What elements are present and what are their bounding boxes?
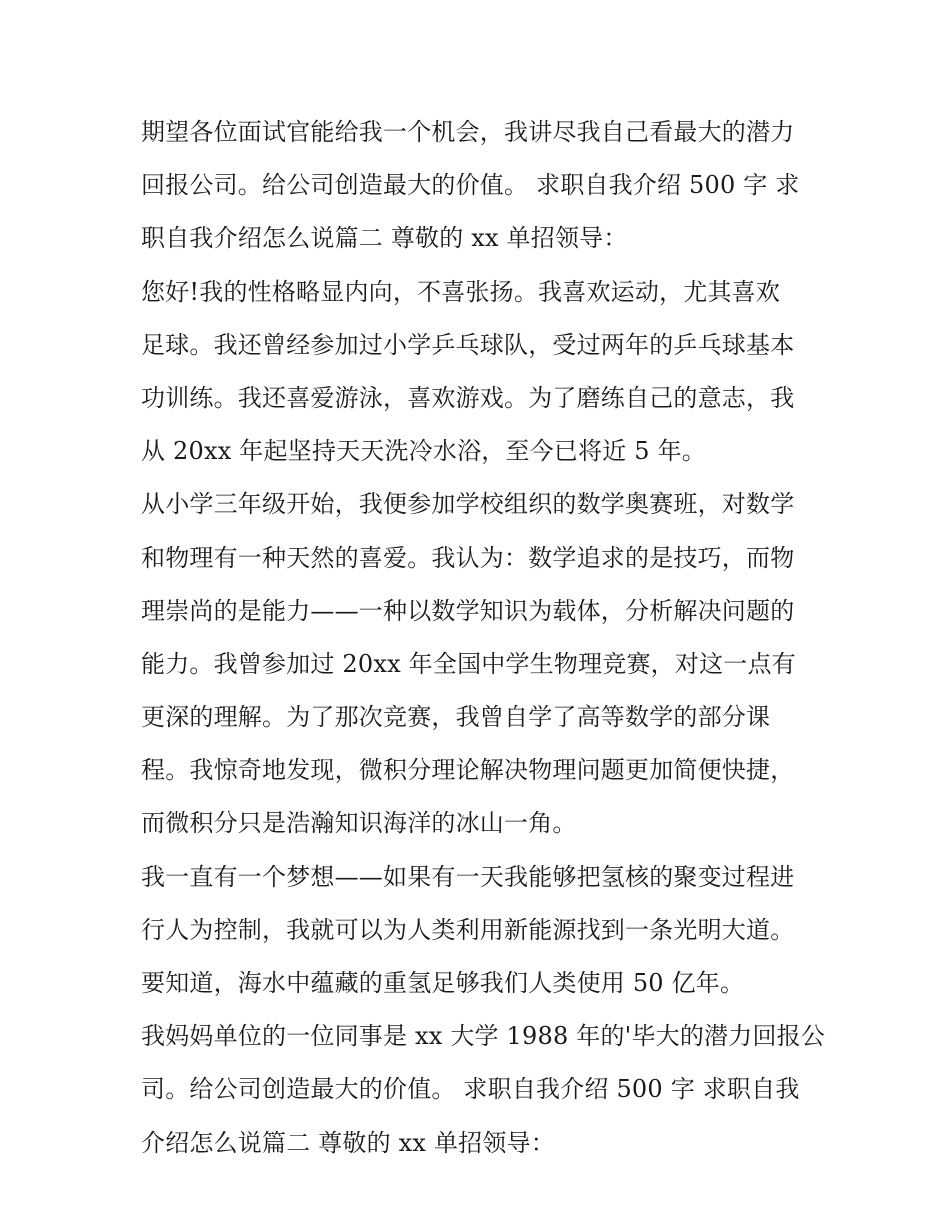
document-body — [141, 106, 826, 1170]
text-line: 行人为控制，我就可以为人类利用新能源找到一条光明大道。 — [141, 915, 795, 944]
text-line: 能力。我曾参加过 20xx 年全国中学生物理竞赛，对这一点有 — [141, 649, 796, 678]
text-line: 我一直有一个梦想——如果有一天我能够把氢核的聚变过程进 — [141, 862, 795, 891]
text-line: 职自我介绍怎么说篇二 尊敬的 xx 单招领导： — [141, 224, 628, 253]
text-line: 从小学三年级开始，我便参加学校组织的数学奥赛班，对数学 — [141, 490, 795, 519]
text-line: 您好!我的性格略显内向，不喜张扬。我喜欢运动，尤其喜欢 — [141, 277, 781, 306]
text-line: 功训练。我还喜爱游泳，喜欢游戏。为了磨练自己的意志，我 — [141, 383, 795, 412]
text-line: 程。我惊奇地发现，微积分理论解决物理问题更加简便快捷， — [141, 756, 795, 785]
text-line: 而微积分只是浩瀚知识海洋的冰山一角。 — [141, 809, 577, 838]
text-line: 从 20xx 年起坚持天天洗冷水浴，至今已将近 5 年。 — [141, 437, 706, 466]
text-line: 司。给公司创造最大的价值。 求职自我介绍 500 字 求职自我 — [141, 1075, 800, 1104]
text-line: 更深的理解。为了那次竞赛，我曾自学了高等数学的部分课 — [141, 703, 771, 732]
text-line: 和物理有一种天然的喜爱。我认为：数学追求的是技巧，而物 — [141, 543, 795, 572]
text-line: 理崇尚的是能力——一种以数学知识为载体，分析解决问题的 — [141, 596, 795, 625]
text-line: 要知道，海水中蕴藏的重氢足够我们人类使用 50 亿年。 — [141, 969, 745, 997]
text-line: 足球。我还曾经参加过小学乒乓球队，受过两年的乒乓球基本 — [141, 330, 795, 359]
text-line: 介绍怎么说篇二 尊敬的 xx 单招领导： — [141, 1128, 555, 1157]
text-line: 期望各位面试官能给我一个机会，我讲尽我自己看最大的潜力 — [141, 118, 795, 146]
text-line: 我妈妈单位的一位同事是 xx 大学 1988 年的'毕大的潜力回报公 — [141, 1022, 826, 1051]
text-line: 回报公司。给公司创造最大的价值。 求职自我介绍 500 字 求 — [141, 171, 800, 200]
